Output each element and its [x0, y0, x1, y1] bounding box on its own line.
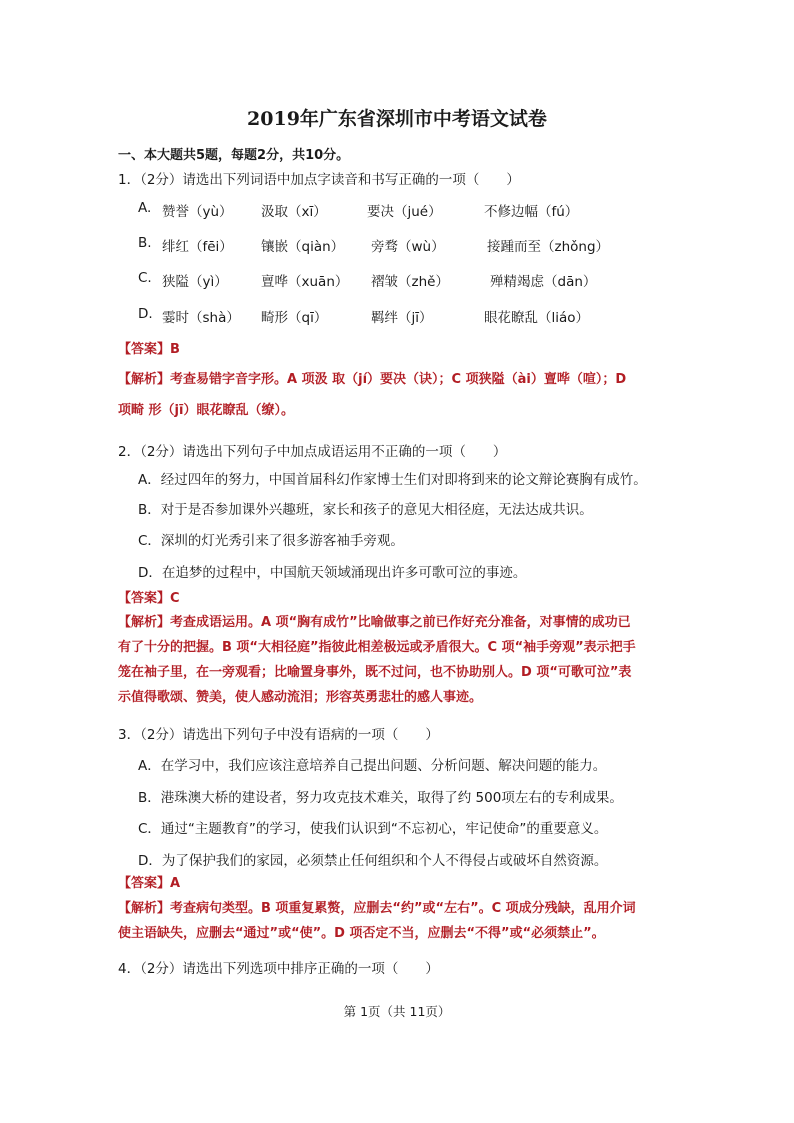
option-b-word-1: 绯红（fēi）	[162, 239, 233, 255]
question-1-analysis-line-2: 项畸 形（jī）眼花瞭乱（缭）。	[118, 403, 294, 418]
option-c-letter: C.	[138, 270, 152, 286]
question-1-analysis-line-1: 【解析】考查易错字音字形。A 项汲 取（jí）要决（诀）；C 项狭隘（ài）亶哗（喧）；D	[118, 372, 627, 387]
question-2-option-c: C．深圳的灯光秀引来了很多游客袖手旁观。	[138, 533, 404, 549]
option-c-word-2: 亶哗（xuān）	[261, 274, 349, 290]
option-a-word-3: 要决（jué）	[367, 204, 442, 220]
page-footer: 第 1页（共 11页）	[343, 1004, 451, 1019]
question-1-answer: 【答案】B	[118, 342, 180, 357]
option-c-word-1: 狭隘（yì）	[162, 274, 228, 290]
option-b-word-3: 旁骛（wù）	[371, 239, 445, 255]
option-d-word-2: 畸形（qī）	[261, 310, 328, 326]
option-d-word-3: 羁绊（jī）	[371, 310, 433, 326]
question-3-answer: 【答案】A	[118, 876, 181, 891]
option-b-letter: B.	[138, 235, 152, 251]
question-4-stem: 4．（2分）请选出下列选项中排序正确的一项（ ）	[118, 961, 439, 977]
option-b-word-2: 镶嵌（qiàn）	[261, 239, 345, 255]
option-b-word-4: 接踵而至（zhǒng）	[487, 239, 610, 255]
option-d-word-1: 霎时（shà）	[162, 310, 240, 326]
question-2-analysis-line-3: 笼在袖子里，在一旁观看；比喻置身事外，既不过问，也不协助别人。D 项“可歌可泣”表	[118, 665, 632, 680]
question-3-analysis-line-1: 【解析】考查病句类型。B 项重复累赘，应删去“约”或“左右”。C 项成分残缺，乱用介词	[118, 901, 636, 916]
option-a-word-2: 汲取（xī）	[261, 204, 327, 220]
question-2-stem: 2．（2分）请选出下列句子中加点成语运用不正确的一项（ ）	[118, 444, 507, 460]
option-a-letter: A.	[138, 200, 152, 216]
option-d-word-4: 眼花瞭乱（liáo）	[484, 310, 590, 326]
question-1-stem: 1．（2分）请选出下列词语中加点字读音和书写正确的一项（ ）	[118, 172, 520, 188]
page-title: 2019年广东省深圳市中考语文试卷	[247, 108, 547, 130]
question-2-answer: 【答案】C	[118, 591, 180, 606]
question-2-option-a: A．经过四年的努力，中国首届科幻作家博士生们对即将到来的论文辩论赛胸有成竹。	[138, 472, 647, 488]
question-3-stem: 3．（2分）请选出下列句子中没有语病的一项（ ）	[118, 727, 439, 743]
option-a-word-1: 赞誉（yù）	[162, 204, 233, 220]
question-3-option-c: C．通过“主题教育”的学习，使我们认识到“不忘初心，牢记使命”的重要意义。	[138, 821, 608, 837]
question-2-option-b: B．对于是否参加课外兴趣班，家长和孩子的意见大相径庭，无法达成共识。	[138, 502, 593, 518]
question-2-analysis-line-1: 【解析】考查成语运用。A 项“胸有成竹”比喻做事之前已作好充分准备，对事情的成功已	[118, 615, 631, 630]
question-2-option-d: D．在追梦的过程中，中国航天领域涌现出许多可歌可泣的事迹。	[138, 565, 527, 581]
question-3-option-d: D．为了保护我们的家园，必须禁止任何组织和个人不得侵占或破坏自然资源。	[138, 853, 608, 869]
question-3-analysis-line-2: 使主语缺失，应删去“通过”或“使”。D 项否定不当，应删去“不得”或“必须禁止”。	[118, 926, 605, 941]
question-3-option-a: A．在学习中，我们应该注意培养自己提出问题、分析问题、解决问题的能力。	[138, 758, 607, 774]
question-3-option-b: B．港珠澳大桥的建设者，努力攻克技术难关，取得了约 500项左右的专利成果。	[138, 790, 623, 806]
option-d-letter: D.	[138, 306, 153, 322]
question-2-analysis-line-2: 有了十分的把握。B 项“大相径庭”指彼此相差极远或矛盾很大。C 项“袖手旁观”表示把手	[118, 640, 636, 655]
option-c-word-4: 殚精竭虑（dān）	[490, 274, 597, 290]
section-heading: 一、本大题共5题，每题2分，共10分。	[118, 148, 350, 163]
question-2-analysis-line-4: 示值得歌颂、赞美，使人感动流泪；形容英勇悲壮的感人事迹。	[118, 690, 483, 705]
option-c-word-3: 褶皱（zhě）	[371, 274, 449, 290]
option-a-word-4: 不修边幅（fú）	[484, 204, 579, 220]
